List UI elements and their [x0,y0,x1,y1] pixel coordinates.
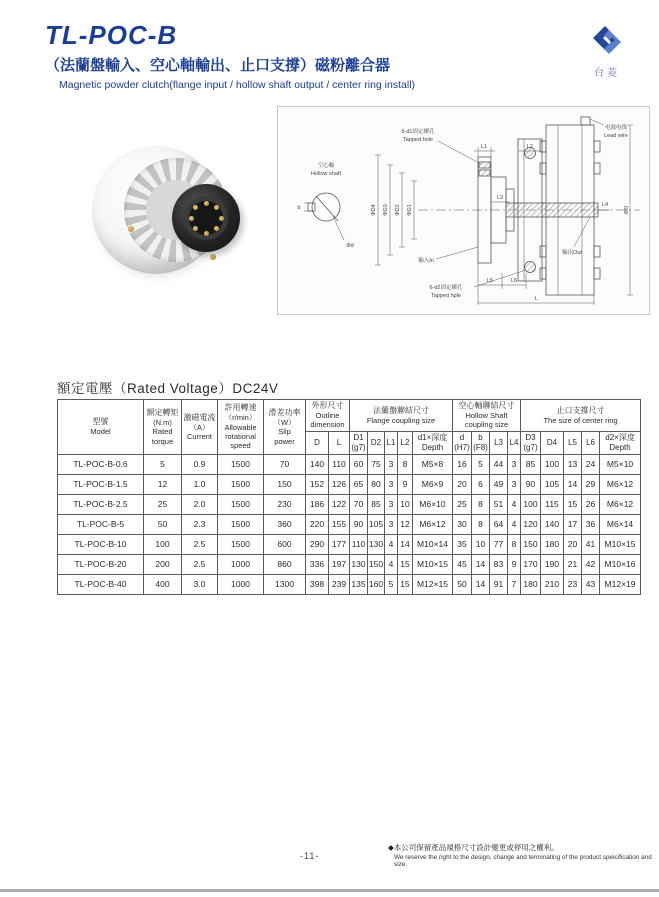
col-slip-unit: （W） [273,417,296,427]
value-cell: 3 [508,474,521,494]
value-cell: 2.0 [182,494,218,514]
value-cell: 100 [521,494,541,514]
group-hollow [453,400,521,432]
sub-L6: L6 [582,431,600,454]
group-ring-en: The size of center ring [543,415,618,425]
value-cell: 50 [144,514,182,534]
value-cell: M10×15 [413,554,453,574]
value-cell: 150 [368,554,385,574]
col-current-unit: （A） [189,422,210,432]
sub-b-b: (F8) [473,442,488,452]
value-cell: 70 [264,454,306,474]
model-cell: TL-POC-B-0.6 [58,454,144,474]
value-cell: 20 [564,534,582,554]
col-slip [264,400,306,455]
sub-L1: L1 [385,431,398,454]
sub-D1-a: D1 [353,432,364,442]
col-slip-en1: Slip [278,427,291,437]
bolt-dot [193,226,198,231]
tapped-hole-top-en: Tapped hole [403,137,433,143]
table-row [58,554,641,574]
value-cell: 23 [564,574,582,594]
lead-wire-label-zh: 电源电线 [604,125,628,131]
value-cell: 230 [264,494,306,514]
tapped-hole-top-zh: 6-d1固定螺孔 [401,129,435,135]
value-cell: 130 [368,534,385,554]
value-cell: 12 [398,514,413,534]
value-cell: 120 [521,514,541,534]
value-cell: 2.5 [182,554,218,574]
sub-d2depth [600,431,641,454]
hub-bolts [172,184,240,252]
bolt-dot [204,231,209,236]
value-cell: 10 [472,534,490,554]
value-cell: 1500 [218,514,264,534]
value-cell: 90 [350,514,368,534]
value-cell: 10 [398,494,413,514]
value-cell: 190 [541,554,564,574]
sub-D: D [306,431,329,454]
value-cell: 360 [264,514,306,534]
hollow-shaft-label-en: Hollow shaft [311,171,341,177]
value-cell: 1500 [218,494,264,514]
col-torque [144,400,182,455]
value-cell: 5 [472,454,490,474]
sub-L5: L5 [564,431,582,454]
value-cell: 17 [564,514,582,534]
value-cell: M10×16 [600,554,641,574]
group-outline-zh: 外形尺寸 [311,401,344,410]
sub-L3: L3 [490,431,508,454]
value-cell: 9 [508,554,521,574]
bolt-dot [214,205,219,210]
value-cell: 150 [264,474,306,494]
brass-screw [210,254,216,260]
value-cell: 3.0 [182,574,218,594]
page-number: -11- [300,851,320,861]
value-cell: 220 [306,514,329,534]
sub-b-a: b [478,432,483,442]
value-cell: M12×15 [413,574,453,594]
table-row [58,474,641,494]
value-cell: M10×15 [600,534,641,554]
col-slip-zh: 滑差功率 [268,407,301,417]
col-current [182,400,218,455]
dim-d4-label: ΦD4 [371,204,377,216]
value-cell: 25 [453,494,472,514]
col-torque-en1: Rated [152,427,173,437]
value-cell: 9 [398,474,413,494]
value-cell: 110 [329,454,350,474]
group-flange-en: Flange coupling size [366,415,436,425]
sub-d [453,431,472,454]
value-cell: 100 [541,454,564,474]
value-cell: 5 [385,574,398,594]
dim-b-label: b [297,205,301,211]
value-cell: 290 [306,534,329,554]
value-cell: 115 [541,494,564,514]
col-speed-zh: 許用轉速 [224,403,257,413]
output-label: 輸出Out [562,250,582,256]
value-cell: 51 [490,494,508,514]
value-cell: M6×12 [600,474,641,494]
bolt-dot [204,201,209,206]
value-cell: 860 [264,554,306,574]
value-cell: 25 [144,494,182,514]
value-cell: 336 [306,554,329,574]
sub-D4: D4 [541,431,564,454]
value-cell: 8 [472,514,490,534]
value-cell: 3 [385,514,398,534]
model-cell: TL-POC-B-40 [58,574,144,594]
tapped-hole-bottom-zh: 6-d2固定螺孔 [429,285,463,291]
col-model [58,400,144,455]
value-cell: M12×19 [600,574,641,594]
value-cell: 400 [144,574,182,594]
value-cell: 180 [541,534,564,554]
dim-l5-label: L5 [486,278,494,284]
value-cell: 85 [368,494,385,514]
value-cell: 135 [350,574,368,594]
value-cell: 12 [144,474,182,494]
col-model-zh: 型號 [92,417,109,427]
value-cell: M5×8 [413,454,453,474]
tapped-hole-bottom-en: Tapped hple [431,293,461,299]
col-speed [218,400,264,455]
col-current-en: Current [186,431,212,441]
value-cell: 64 [490,514,508,534]
bottom-bar [0,889,659,892]
page-title: TL-POC-B [45,20,178,50]
dim-d3-label: ΦD3 [383,204,389,216]
value-cell: 91 [490,574,508,594]
value-cell: 4 [508,514,521,534]
value-cell: 0.9 [182,454,218,474]
value-cell: 75 [368,454,385,474]
col-speed-en3: speed [230,441,251,451]
value-cell: 7 [508,574,521,594]
value-cell: 44 [490,454,508,474]
spec-table-body [58,454,641,594]
value-cell: 126 [329,474,350,494]
group-outline-en1: Outline [315,411,340,420]
value-cell: 1300 [264,574,306,594]
logo-emblem-icon [584,22,630,58]
value-cell: 6 [472,474,490,494]
dim-l3-label: L3 [496,195,504,201]
technical-drawing [278,107,649,314]
value-cell: 140 [541,514,564,534]
value-cell: 177 [329,534,350,554]
table-row [58,534,641,554]
sub-d1depth-zh: d1×深度 [417,432,448,442]
logo-text: 台菱 [594,68,620,79]
value-cell: 122 [329,494,350,514]
lead-wire-label-en: Lead wire [604,133,628,139]
value-cell: 4 [508,494,521,514]
sub-L2: L2 [398,431,413,454]
value-cell: 43 [582,574,600,594]
group-hollow-en1: Hollow Shaft [465,411,508,420]
group-flange-zh: 法蘭盤聯結尺寸 [373,405,429,415]
value-cell: 100 [144,534,182,554]
value-cell: 14 [472,554,490,574]
value-cell: 155 [329,514,350,534]
value-cell: 26 [582,494,600,514]
group-hollow-en2: coupling size [464,420,509,430]
hollow-shaft-label-zh: 空心軸 [317,163,335,169]
value-cell: 24 [582,454,600,474]
value-cell: 20 [453,474,472,494]
product-photo [92,132,277,297]
col-torque-zh: 額定轉矩 [146,407,179,417]
value-cell: 1500 [218,454,264,474]
value-cell: 2.5 [182,534,218,554]
input-label: 輸入In [418,258,434,264]
value-cell: 2.3 [182,514,218,534]
footnote-zh: ◆本公司保留產品規格尺寸設計變更或停用之權利。 [388,843,559,852]
sub-d1depth [413,431,453,454]
value-cell: 239 [329,574,350,594]
value-cell: 70 [350,494,368,514]
table-row [58,514,641,534]
value-cell: 150 [521,534,541,554]
dim-d-label: ΦD [624,205,630,215]
value-cell: 398 [306,574,329,594]
value-cell: 1500 [218,474,264,494]
bolt-dot [193,205,198,210]
sub-D1-b: (g7) [351,442,366,452]
value-cell: 85 [521,454,541,474]
value-cell: 210 [541,574,564,594]
value-cell: 186 [306,494,329,514]
model-cell: TL-POC-B-10 [58,534,144,554]
sub-D2: D2 [368,431,385,454]
table-row [58,574,641,594]
group-hollow-zh: 空心軸聯結尺寸 [458,401,515,410]
clutch-hub [172,184,240,252]
sub-b [472,431,490,454]
value-cell: 3 [385,474,398,494]
col-torque-unit: (N.m) [153,417,172,427]
value-cell: 160 [368,574,385,594]
sub-L: L [329,431,350,454]
dim-l1-label: L1 [480,144,488,150]
drawing-panel [277,106,650,315]
value-cell: 14 [398,534,413,554]
bolt-dot [219,216,224,221]
value-cell: 4 [385,554,398,574]
value-cell: 41 [582,534,600,554]
value-cell: 80 [368,474,385,494]
table-row [58,494,641,514]
value-cell: 77 [490,534,508,554]
value-cell: 180 [521,574,541,594]
value-cell: 14 [564,474,582,494]
value-cell: 3 [508,454,521,474]
col-torque-en2: torque [151,436,174,446]
value-cell: M6×12 [413,514,453,534]
value-cell: 1.0 [182,474,218,494]
group-ring-zh: 止口支撐尺寸 [556,405,605,415]
sub-d1depth-en: Depth [421,442,444,452]
value-cell: 140 [306,454,329,474]
header-row-groups [58,400,641,432]
value-cell: M6×10 [413,494,453,514]
col-slip-en2: power [274,436,295,446]
sub-L4: L4 [508,431,521,454]
col-speed-unit: （r/min） [224,413,257,423]
col-current-zh: 激磁電流 [183,412,216,422]
footnote [388,842,659,868]
value-cell: 29 [582,474,600,494]
dim-d2-label: ΦD2 [395,204,401,216]
group-flange [350,400,453,432]
rated-voltage-title: 額定電壓（Rated Voltage）DC24V [57,381,279,396]
value-cell: 130 [350,554,368,574]
value-cell: 90 [521,474,541,494]
bolt-dot [189,216,194,221]
model-cell: TL-POC-B-20 [58,554,144,574]
value-cell: 1000 [218,574,264,594]
model-cell: TL-POC-B-1.5 [58,474,144,494]
value-cell: M6×12 [600,494,641,514]
company-logo [578,22,636,79]
group-outline-en2: dimension [310,420,345,430]
dim-phid-label: Φd [346,243,354,249]
value-cell: 49 [490,474,508,494]
value-cell: 21 [564,554,582,574]
value-cell: 60 [350,454,368,474]
value-cell: 105 [368,514,385,534]
sub-d2depth-zh: d2×深度 [605,432,635,442]
value-cell: 13 [564,454,582,474]
value-cell: 8 [472,494,490,514]
value-cell: 3 [385,454,398,474]
value-cell: 600 [264,534,306,554]
value-cell: 110 [350,534,368,554]
col-speed-en1: Allowable [224,422,257,432]
sub-d-a: d [459,432,465,442]
value-cell: 152 [306,474,329,494]
dim-l4-label: L4 [601,202,609,208]
value-cell: 36 [582,514,600,534]
value-cell: 15 [398,554,413,574]
group-outline [306,400,350,432]
value-cell: 197 [329,554,350,574]
value-cell: M6×9 [413,474,453,494]
value-cell: 8 [508,534,521,554]
value-cell: 5 [144,454,182,474]
value-cell: 65 [350,474,368,494]
value-cell: 42 [582,554,600,574]
value-cell: 4 [385,534,398,554]
dim-l2-label: L2 [526,144,534,150]
sub-D3-a: D3 [525,432,536,442]
value-cell: 15 [398,574,413,594]
value-cell: 30 [453,514,472,534]
dim-l-label: L [534,296,538,302]
value-cell: 1500 [218,534,264,554]
subtitle-chinese: （法蘭盤輸入、空心軸輸出、止口支撐）磁粉離合器 [45,57,391,74]
page-header [45,20,415,91]
sub-D3 [521,431,541,454]
value-cell: M6×14 [600,514,641,534]
footnote-en: We reserve the right to the design, change and terminating of the product speicification and size. [394,854,652,868]
value-cell: 45 [453,554,472,574]
sub-D1 [350,431,368,454]
value-cell: 200 [144,554,182,574]
subtitle-english: Magnetic powder clutch(flange input / hollow shaft output / center ring install) [59,79,416,91]
dim-d1-label: ΦD1 [407,204,413,216]
col-model-en: Model [90,427,111,437]
value-cell: 8 [398,454,413,474]
col-speed-en2: rotational [225,431,256,441]
spec-table [57,399,641,595]
model-cell: TL-POC-B-5 [58,514,144,534]
value-cell: 105 [541,474,564,494]
dim-l6-label: L6 [510,278,518,284]
value-cell: 15 [564,494,582,514]
value-cell: 170 [521,554,541,574]
value-cell: 16 [453,454,472,474]
value-cell: M5×10 [600,454,641,474]
value-cell: 1000 [218,554,264,574]
sub-d-b: (H7) [454,442,470,452]
value-cell: 14 [472,574,490,594]
bolt-dot [214,226,219,231]
value-cell: 83 [490,554,508,574]
group-ring [521,400,641,432]
value-cell: 35 [453,534,472,554]
model-cell: TL-POC-B-2.5 [58,494,144,514]
table-row [58,454,641,474]
value-cell: 50 [453,574,472,594]
value-cell: 3 [385,494,398,514]
sub-D3-b: (g7) [523,442,538,452]
brass-screw [128,226,134,232]
sub-d2depth-en: Depth [609,442,631,452]
value-cell: M10×14 [413,534,453,554]
